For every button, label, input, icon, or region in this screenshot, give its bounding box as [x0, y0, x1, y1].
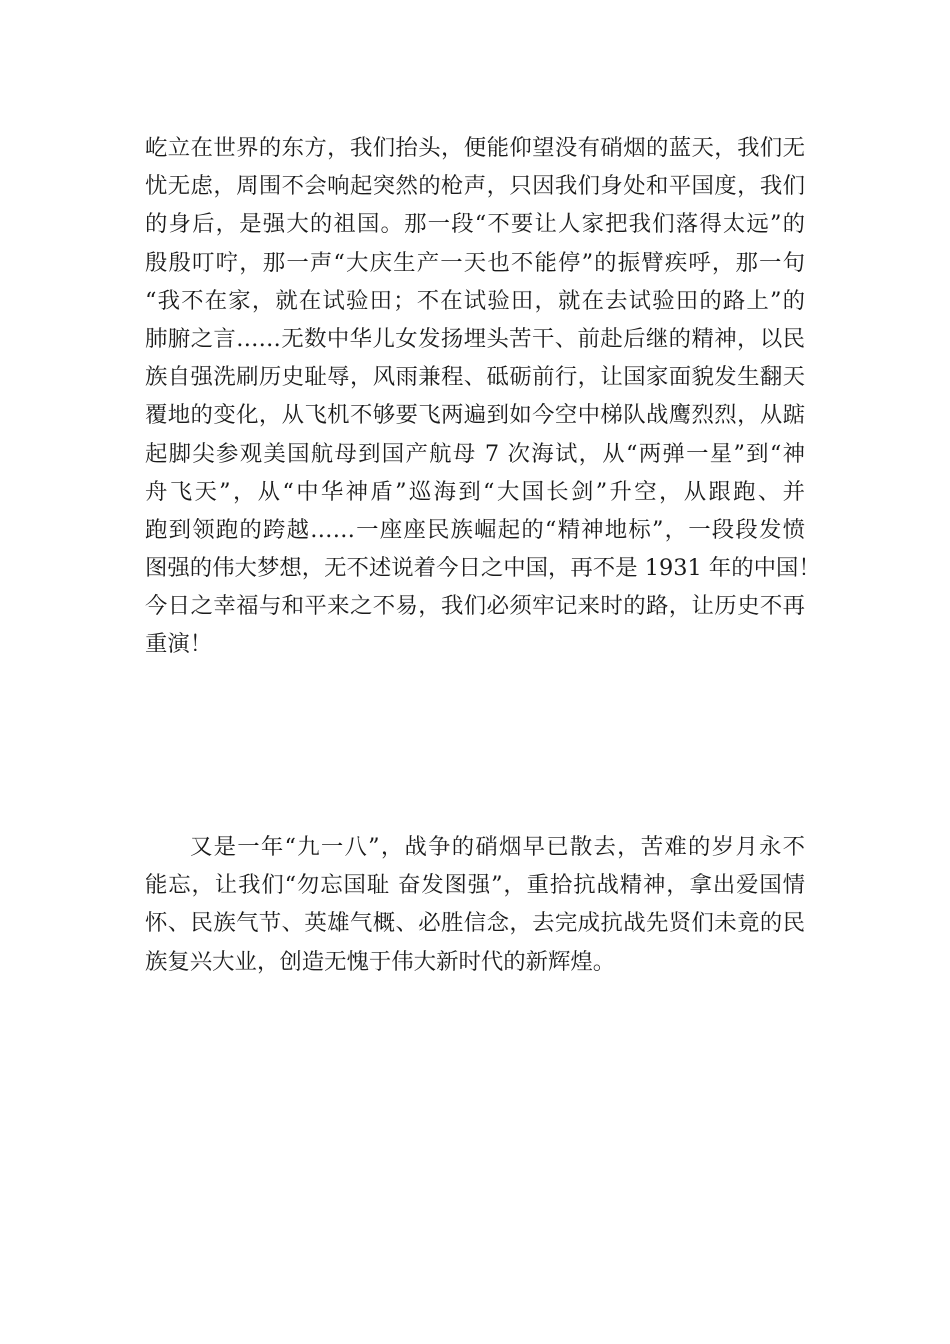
text-line: 重演！	[145, 631, 213, 658]
text-line: 今日之幸福与和平来之不易，我们必须牢记来时的路，让历史不再	[145, 593, 805, 620]
text-line: 屹立在世界的东方，我们抬头，便能仰望没有硝烟的蓝天，我们无	[145, 135, 805, 161]
text-line: 的身后，是强大的祖国。那一段“不要让人家把我们落得太远”的	[145, 211, 805, 238]
text-line: 族复兴大业，创造无愧于伟大新时代的新辉煌。	[145, 948, 616, 975]
text-line: 舟飞天”，从“中华神盾”巡海到“大国长剑”升空，从跟跑、并	[145, 478, 805, 505]
paragraph-2	[145, 828, 805, 981]
paragraph-1	[145, 129, 821, 664]
text-line: 怀、民族气节、英雄气概、必胜信念，去完成抗战先贤们未竟的民	[145, 910, 805, 937]
text-line: 族自强洗刷历史耻辱，风雨兼程、砥砺前行，让国家面貌发生翻天	[145, 364, 805, 391]
text-line: 起脚尖参观美国航母到国产航母 7 次海试，从“两弹一星”到“神	[145, 440, 805, 467]
text-line: 跑到领跑的跨越……一座座民族崛起的“精神地标”，一段段发愤	[145, 516, 805, 543]
text-line: 忧无虑，周围不会响起突然的枪声，只因我们身处和平国度，我们	[145, 173, 805, 200]
text-line: “我不在家，就在试验田；不在试验田，就在去试验田的路上”的	[145, 287, 805, 314]
text-line: 覆地的变化，从飞机不够要飞两遍到如今空中梯队战鹰烈烈，从踮	[145, 402, 805, 429]
text-line: 肺腑之言……无数中华儿女发扬埋头苦干、前赴后继的精神，以民	[145, 325, 805, 352]
text-line: 殷殷叮咛，那一声“大庆生产一天也不能停”的振臂疾呼，那一句	[145, 249, 805, 276]
text-line: 能忘，让我们“勿忘国耻 奋发图强”，重拾抗战精神，拿出爱国情	[145, 872, 805, 899]
text-line: 图强的伟大梦想，无不述说着今日之中国，再不是 1931 年的中国！	[145, 555, 821, 582]
text-line: 又是一年“九一八”，战争的硝烟早已散去，苦难的岁月永不	[190, 834, 805, 860]
